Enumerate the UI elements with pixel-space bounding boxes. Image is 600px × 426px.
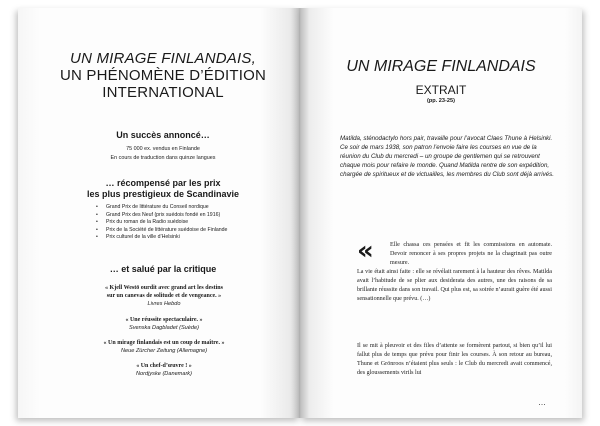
- success-line-1: 75 000 ex. vendus en Finlande: [126, 146, 200, 152]
- critic-quote: « Une réussite spectaculaire. »: [125, 317, 203, 323]
- book-spread: [18, 8, 582, 418]
- quote-source: Svenska Dagbladet (Suède): [129, 325, 199, 331]
- quote-line: sur un canevas de solitude et de vengeance. »: [106, 293, 222, 299]
- prize-heading: [38, 178, 288, 200]
- critic-quote: [48, 284, 280, 300]
- prize-item: • Prix du roman de la Radio suédoise: [96, 219, 276, 227]
- prize-item: • Prix de la Société de littérature suédoise de Finlande: [96, 227, 276, 235]
- prize-list: [96, 204, 276, 242]
- success-heading: Un succès annoncé…: [116, 130, 210, 140]
- prize-item: • Grand Prix des Neuf (prix suédois fondé en 1916): [96, 212, 276, 220]
- prize-heading-line-2: les plus prestigieux de Scandinavie: [86, 189, 240, 199]
- excerpt-intro: Matilda, sténodactylo hors pair, travaille pour l’avocat Claes Thune à Helsinki. Ce soir de mars 1938, son patron l’envoie faire les courses en vue de la réunion du Club du mercredi – un groupe de gentlemen qui se retrouvent chaque mois pour refaire le monde. Quand Matilda rentre de son expédition, chargée de spiritueux et de victuailles, les membres du Club sont déjà arrivés.: [340, 135, 554, 178]
- prize-item: • Grand Prix de littérature du Conseil nordique: [96, 204, 276, 212]
- success-line-2: En cours de traduction dans quinze langues: [110, 155, 216, 161]
- title-line-3: INTERNATIONAL: [102, 84, 224, 101]
- title-line-1: UN MIRAGE FINLANDAIS,: [70, 50, 256, 67]
- excerpt-page-reference: (pp. 23-25): [427, 98, 455, 104]
- title-line-2: UN PHÉNOMÈNE D’ÉDITION: [59, 67, 267, 84]
- left-page-title: [38, 50, 288, 101]
- critic-quote: « Un mirage finlandais est un coup de maître. »: [103, 340, 225, 346]
- excerpt-paragraph-2: Il se mit à pleuvoir et des files d’attente se formèrent partout, si bien qu’il lui fallut plus de temps que prévu pour finir les courses. À son retour au bureau, Thune et Grönroos n’étaient plus seuls : le Club du mercredi avait commencé, des gloussements virils lui: [357, 343, 552, 377]
- quote-source: Nordjyske (Danemark): [136, 371, 192, 377]
- left-page: [18, 8, 300, 418]
- right-page: [300, 8, 582, 418]
- continuation-ellipsis: …: [538, 398, 546, 407]
- excerpt-paragraph-continued: La vie était ainsi faite : elle se révélait rarement à la hauteur des rêves. Matilda avait l’habitude de se plier aux desiderata des autres, une des raisons de sa brillante réussite dans son travail. Qui plus est, sa soirée n’aurait guère été aussi sensationnelle que prévu. (…): [357, 269, 552, 303]
- excerpt-heading: EXTRAIT: [415, 83, 467, 97]
- prize-item: • Prix culturel de la ville d’Helsinki: [96, 234, 276, 242]
- quote-source: Livres Hebdo: [147, 301, 181, 307]
- critic-quote: « Un chef-d’œuvre ! »: [136, 363, 192, 369]
- prize-heading-line-1: … récompensé par les prix: [105, 178, 221, 188]
- excerpt-book-title: UN MIRAGE FINLANDAIS: [346, 58, 536, 75]
- excerpt-paragraph-start: Elle chassa ces pensées et fit les commissions en automate. Devoir renoncer à ses propres projets ne la chagrinait pas outre mesure.: [390, 242, 552, 267]
- quote-source: Neue Zürcher Zeitung (Allemagne): [120, 348, 208, 354]
- critic-heading: … et salué par la critique: [109, 264, 217, 274]
- quote-line: « Kjell Westö ourdit avec grand art les destins: [105, 285, 223, 291]
- opening-guillemet: «: [357, 236, 374, 266]
